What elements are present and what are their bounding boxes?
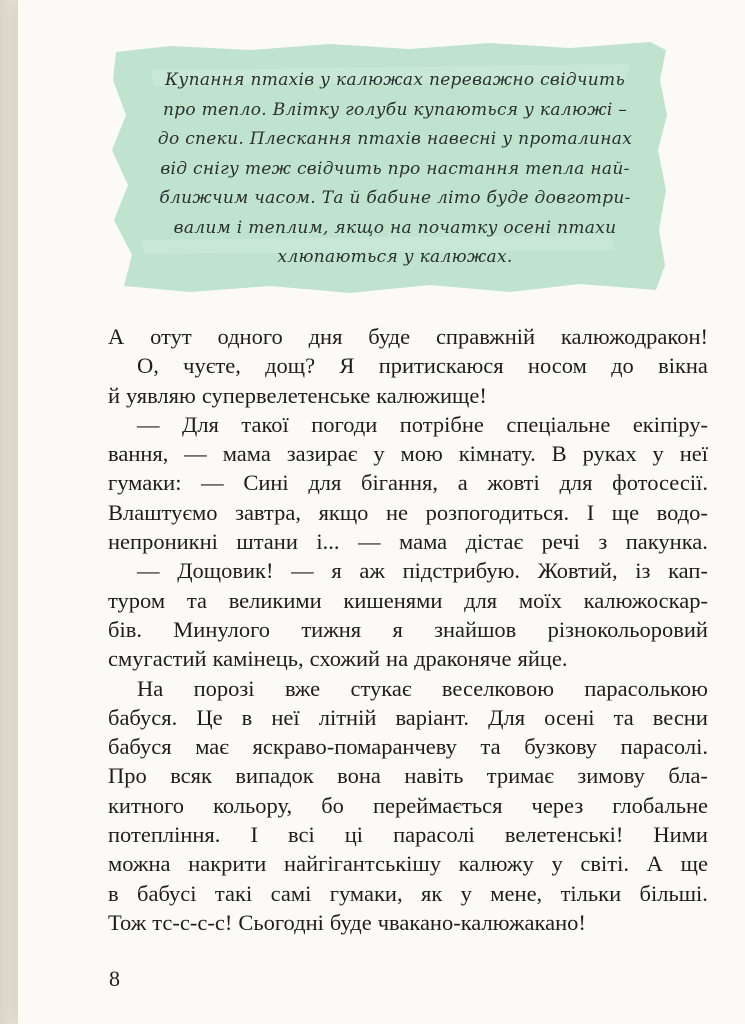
word: зимову [577, 763, 645, 789]
word: Це [196, 704, 223, 730]
word: та [613, 704, 634, 730]
word: справжній [435, 324, 536, 349]
word: А [108, 324, 125, 349]
callout-line: від снігу теж свідчить про настання тепла най- [160, 158, 630, 179]
body-line [108, 351, 708, 380]
word: Для [488, 704, 526, 730]
word: тримає [486, 763, 554, 789]
word: бо [321, 792, 344, 818]
word: тс-с-с-с! [152, 909, 233, 935]
word: Для [181, 411, 219, 437]
word: і... [316, 529, 340, 555]
body-line [108, 820, 708, 849]
word: літній [318, 704, 377, 730]
word: гумаки: [108, 470, 182, 496]
word: — [137, 411, 160, 437]
word: різнокольоровий [547, 616, 708, 642]
word: дня [308, 324, 343, 349]
word: парасолькою [584, 675, 708, 701]
word: драконяче [414, 646, 512, 672]
word: — [184, 441, 207, 467]
word: переймається [372, 792, 503, 818]
word: розпогодиться. [425, 499, 570, 525]
body-line [108, 674, 708, 703]
word: Сьогодні [238, 909, 324, 935]
word: неї [679, 441, 708, 467]
word: одного [217, 324, 283, 349]
word: камінець, [212, 646, 304, 672]
word: На [137, 675, 164, 701]
body-line [108, 410, 708, 439]
word: мене, [490, 880, 543, 906]
word: тільки [560, 880, 622, 906]
word: носом [527, 353, 587, 379]
word: вання, [108, 441, 169, 467]
word: фотосесії. [612, 470, 708, 496]
body-line [108, 761, 708, 790]
word: вже [284, 675, 321, 701]
word: потепління. [108, 822, 221, 848]
word: — [291, 558, 314, 584]
word: кишенями [343, 587, 443, 613]
word: такої [241, 411, 289, 437]
callout-line: до спеки. Плескання птахів навесні у проталинах [157, 129, 633, 149]
word: потрібне [399, 411, 484, 437]
callout-line: ближчим часом. Та й бабине літо буде довготри- [159, 188, 631, 208]
word: чуєте, [183, 353, 241, 379]
word: кольору, [213, 792, 293, 818]
word: не [386, 499, 409, 525]
callout-text [150, 66, 640, 273]
word: спеціальне [506, 411, 611, 437]
word: туром [108, 587, 166, 613]
word: весни [652, 704, 708, 730]
word: бузкову [524, 734, 598, 760]
word: штани [236, 529, 298, 555]
word: накрити [188, 851, 267, 877]
body-line [108, 615, 708, 644]
word: у [551, 851, 563, 877]
word: великими [228, 587, 322, 613]
book-page [18, 0, 745, 1024]
word: водо- [656, 499, 708, 525]
word: бабуся [108, 734, 172, 760]
word: парасолі [393, 822, 475, 848]
word: мама [399, 529, 448, 555]
word: веселковою [441, 675, 555, 701]
word: калюжодракон! [560, 324, 708, 349]
word: у [373, 441, 385, 467]
page-edge [0, 0, 18, 1024]
word: до [611, 353, 634, 379]
body-line [108, 381, 708, 410]
word: мама [222, 441, 271, 467]
word: калюжу [458, 851, 534, 877]
word: із [635, 558, 651, 584]
word: Жовтий, [537, 558, 618, 584]
word: аж [359, 558, 385, 584]
word: кап- [668, 558, 708, 584]
word: ще [680, 851, 708, 877]
callout-line: валим і теплим, якщо на початку осені птахи [173, 217, 617, 238]
body-line [108, 322, 708, 351]
word: всяк [170, 763, 212, 789]
body-line [108, 527, 708, 556]
word: як [420, 880, 443, 906]
word: екіпіру- [632, 411, 708, 437]
word: глобальне [612, 792, 708, 818]
word: калюжище! [376, 382, 487, 408]
body-line [108, 556, 708, 585]
word: всі [287, 822, 315, 848]
word: отут [150, 324, 192, 349]
word: та [186, 587, 207, 613]
word: з [598, 529, 608, 555]
word: дістає [465, 529, 524, 555]
word: варіант. [395, 704, 470, 730]
word: для [559, 470, 593, 496]
word: китного [108, 792, 185, 818]
word: чвакано-калюжакано! [377, 909, 586, 935]
word: дощ? [265, 353, 316, 379]
word: а [457, 470, 468, 496]
word: велетенські! [504, 822, 624, 848]
word: бабуся. [108, 704, 178, 730]
word: бабусі [137, 880, 197, 906]
word: якщо [318, 499, 369, 525]
word: знайшов [434, 616, 517, 642]
word: та [480, 734, 501, 760]
word: В [551, 441, 567, 467]
word: руках [582, 441, 637, 467]
word: бігання, [361, 470, 439, 496]
callout-line: про тепло. Влітку голуби купаються у калюжі – [162, 99, 628, 120]
word: вікна [658, 353, 708, 379]
word: смугастий [108, 646, 207, 672]
callout-line: хлюпаються у калюжах. [277, 247, 513, 267]
body-text [108, 322, 708, 937]
body-line [108, 468, 708, 497]
word: осені [544, 704, 595, 730]
word: І [586, 499, 595, 525]
word: бів. [108, 616, 142, 642]
word: у [460, 880, 472, 906]
word: речі [541, 529, 580, 555]
word: калюжоскар- [583, 587, 708, 613]
word: підстрибую. [402, 558, 521, 584]
word: кімнату. [458, 441, 536, 467]
word: я [331, 558, 342, 584]
word: І [250, 822, 258, 848]
word: має [195, 734, 229, 760]
word: непроникні [108, 529, 218, 555]
body-line [108, 439, 708, 468]
word: в [108, 880, 119, 906]
word: Про [108, 763, 147, 789]
word: Тож [108, 909, 147, 935]
word: у [652, 441, 664, 467]
word: самі [270, 880, 312, 906]
body-line [108, 586, 708, 615]
body-line [108, 908, 708, 937]
word: я [392, 616, 403, 642]
body-line [108, 703, 708, 732]
word: більші. [639, 880, 708, 906]
callout-box [110, 40, 670, 295]
word: стукає [350, 675, 412, 701]
word: притискаюся [378, 353, 504, 379]
word: А [646, 851, 663, 877]
word: навіть [404, 763, 464, 789]
word: тижня [301, 616, 362, 642]
word: для [464, 587, 498, 613]
body-line [108, 879, 708, 908]
word: О, [137, 353, 159, 379]
word: ще [611, 499, 640, 525]
word: — [201, 470, 224, 496]
body-line [108, 732, 708, 761]
word: такі [214, 880, 253, 906]
word: яйце. [517, 646, 568, 672]
word: гумаки, [329, 880, 403, 906]
word: Дощовик! [177, 558, 274, 584]
word: пакунка. [625, 529, 708, 555]
callout-line: Купання птахів у калюжах переважно свідчить [164, 70, 626, 90]
word: погоди [311, 411, 378, 437]
body-line [108, 849, 708, 878]
word: супервелетенське [201, 382, 371, 408]
word: й [108, 382, 121, 408]
word: бла- [668, 763, 708, 789]
word: в [241, 704, 253, 730]
word: порозі [193, 675, 255, 701]
word: Ними [653, 822, 708, 848]
word: буде [368, 324, 411, 349]
word: ці [344, 822, 364, 848]
word: неї [271, 704, 300, 730]
word: Влаштуємо [108, 499, 218, 525]
word: парасолі. [620, 734, 708, 760]
word: Минулого [173, 616, 271, 642]
word: уявляю [126, 382, 196, 408]
word: моїх [518, 587, 562, 613]
word: схожий [309, 646, 381, 672]
word: Сині [243, 470, 289, 496]
word: яскраво-помаранчеву [252, 734, 457, 760]
body-line [108, 498, 708, 527]
word: вона [337, 763, 381, 789]
body-line [108, 791, 708, 820]
word: завтра, [235, 499, 301, 525]
word: можна [108, 851, 171, 877]
word: випадок [235, 763, 314, 789]
word: жовті [487, 470, 540, 496]
word: буде [329, 909, 372, 935]
word: найгігантськішу [284, 851, 441, 877]
word: зазирає [286, 441, 358, 467]
word: світі. [580, 851, 629, 877]
word: мою [400, 441, 443, 467]
word: через [531, 792, 584, 818]
page-number: 8 [109, 966, 120, 991]
word: — [358, 529, 381, 555]
word: — [137, 558, 160, 584]
word: Я [339, 353, 355, 379]
body-line [108, 644, 708, 673]
word: на [386, 646, 409, 672]
word: для [308, 470, 342, 496]
